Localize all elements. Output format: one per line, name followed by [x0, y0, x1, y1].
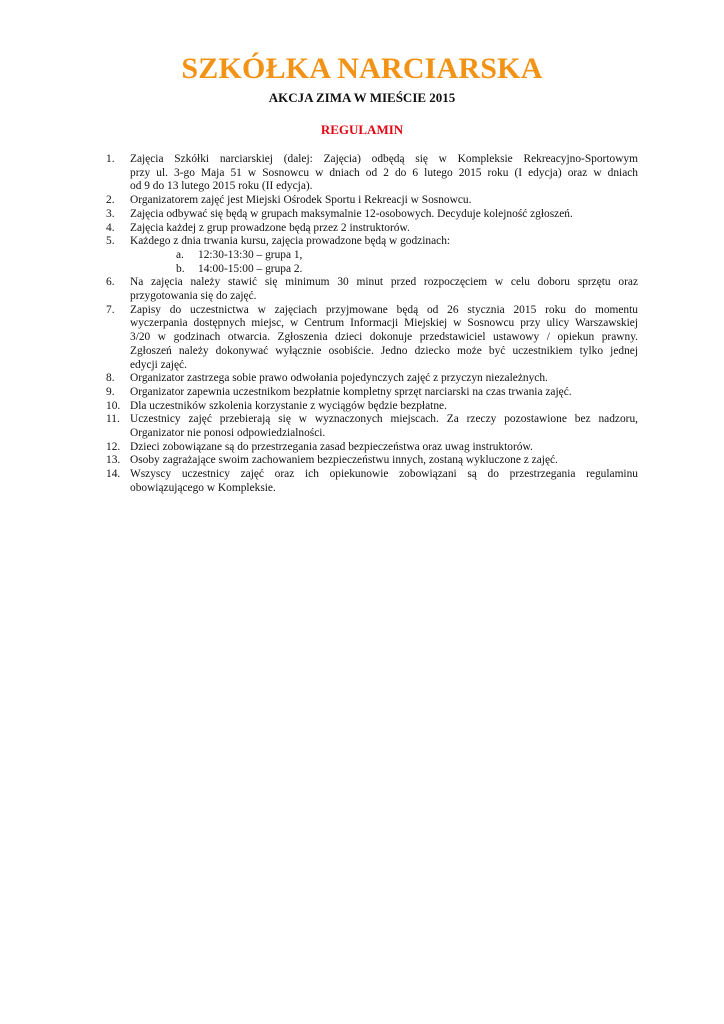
rule-number: 6. [106, 276, 115, 289]
rule-item [106, 441, 638, 455]
rules-list [106, 153, 638, 496]
rule-number: 14. [106, 468, 121, 481]
rule-number: 2. [106, 194, 115, 207]
rule-item [106, 194, 638, 208]
rule-line: Na zajęcia należy stawić się minimum 30 minut przed rozpoczęciem w celu doboru sprzętu oraz [130, 276, 638, 289]
rule-line: Dzieci zobowiązane są do przestrzegania zasad bezpieczeństwa oraz uwag instruktorów. [130, 440, 533, 453]
rule-text [130, 276, 638, 303]
page-title: SZKÓŁKA NARCIARSKA [181, 52, 543, 85]
rule-item [106, 235, 638, 276]
rule-line: Zgłoszeń należy dokonywać wyłącznie osobiście. Jedno dziecko może być uczestnikiem tylko jednej [130, 344, 638, 357]
rule-line: Osoby zagrażające swoim zachowaniem bezpieczeństwu innych, zostaną wykluczone z zajęć. [130, 454, 558, 467]
rule-number: 12. [106, 440, 121, 453]
rule-line: edycji zajęć. [130, 358, 187, 371]
rule-text [130, 386, 638, 400]
rule-line: Organizator nie ponosi odpowiedzialności. [130, 427, 326, 440]
rule-item [106, 413, 638, 440]
rule-text [130, 441, 638, 455]
sublist-text: 14:00-15:00 – grupa 2. [198, 262, 303, 275]
rule-line: Zapisy do uczestnictwa w zajęciach przyjmowane będą od 26 stycznia 2015 roku do momentu [130, 303, 638, 316]
rule-number: 8. [106, 372, 115, 385]
rule-item [106, 304, 638, 373]
rule-line: Zajęcia Szkółki narciarskiej (dalej: Zajęcia) odbędą się w Kompleksie Rekreacyjno-Sportowym [130, 153, 638, 165]
rule-item [106, 454, 638, 468]
rule-line: Zajęcia każdej z grup prowadzone będą przez 2 instruktorów. [130, 221, 410, 234]
rule-line: Dla uczestników szkolenia korzystanie z wyciągów będzie bezpłatne. [130, 399, 447, 412]
rule-item [106, 208, 638, 222]
rule-text [130, 468, 638, 495]
rule-sublist [176, 249, 638, 276]
sublist-item [176, 263, 638, 277]
rule-line: Uczestnicy zajęć przebierają się w wyznaczonych miejscach. Za rzeczy pozostawione bez nadzoru, [130, 413, 638, 426]
rule-item [106, 372, 638, 386]
rule-text [130, 194, 638, 208]
rule-line: wyczerpania dostępnych miejsc, w Centrum Informacji Miejskiej w Sosnowcu przy ulicy Warszawskiej [130, 317, 638, 330]
rule-line: Wszyscy uczestnicy zajęć oraz ich opiekunowie zobowiązani są do przestrzegania regulaminu [130, 468, 638, 481]
rule-text [130, 304, 638, 373]
rule-text [130, 413, 638, 440]
rule-line: Zajęcia odbywać się będą w grupach maksymalnie 12-osobowych. Decyduje kolejność zgłoszeń. [130, 207, 573, 220]
rule-number: 13. [106, 454, 121, 467]
rule-number: 5. [106, 235, 115, 248]
regulamin-heading: REGULAMIN [320, 122, 404, 137]
sublist-text: 12:30-13:30 – grupa 1, [198, 248, 303, 261]
rule-text [130, 222, 638, 236]
rule-number: 3. [106, 207, 115, 220]
rule-text [130, 208, 638, 222]
rule-item [106, 153, 638, 194]
rule-text [130, 400, 638, 414]
rule-item [106, 386, 638, 400]
rule-number: 1. [106, 153, 115, 165]
rule-number: 7. [106, 303, 115, 316]
rule-item [106, 400, 638, 414]
rule-number: 10. [106, 399, 121, 412]
rule-item [106, 468, 638, 495]
rule-number: 9. [106, 385, 115, 398]
rule-item [106, 276, 638, 303]
rule-line: 3/20 w godzinach otwarcia. Zgłoszenia dzieci dokonuje przedstawiciel ustawowy / opiekun prawny. [130, 331, 638, 344]
rule-text [130, 372, 638, 386]
sublist-letter: a. [176, 248, 184, 261]
rule-line: Organizator zapewnia uczestnikom bezpłatnie kompletny sprzęt narciarski na czas trwania zajęć. [130, 385, 572, 398]
rule-line: od 9 do 13 lutego 2015 roku (II edycja). [130, 180, 313, 193]
rule-number: 11. [106, 413, 120, 426]
rule-text [130, 235, 638, 276]
rule-line: Organizator zastrzega sobie prawo odwołania pojedynczych zajęć z przyczyn niezależnych. [130, 372, 548, 385]
rule-item [106, 222, 638, 236]
rule-line: obowiązującego w Kompleksie. [130, 481, 276, 494]
rule-line: Każdego z dnia trwania kursu, zajęcia prowadzone będą w godzinach: [130, 235, 451, 248]
rule-line: przy ul. 3-go Maja 51 w Sosnowcu w dniach od 2 do 6 lutego 2015 roku (I edycja) oraz w dniach [130, 166, 638, 179]
page-subtitle: AKCJA ZIMA W MIEŚCIE 2015 [268, 90, 456, 105]
sublist-item [176, 249, 638, 263]
rule-line: Organizatorem zajęć jest Miejski Ośrodek Sportu i Rekreacji w Sosnowcu. [130, 194, 472, 207]
rule-line: przygotowania się do zajęć. [130, 290, 257, 303]
rule-number: 4. [106, 221, 115, 234]
sublist-letter: b. [176, 262, 185, 275]
rule-text [130, 454, 638, 468]
rule-text [130, 153, 638, 194]
